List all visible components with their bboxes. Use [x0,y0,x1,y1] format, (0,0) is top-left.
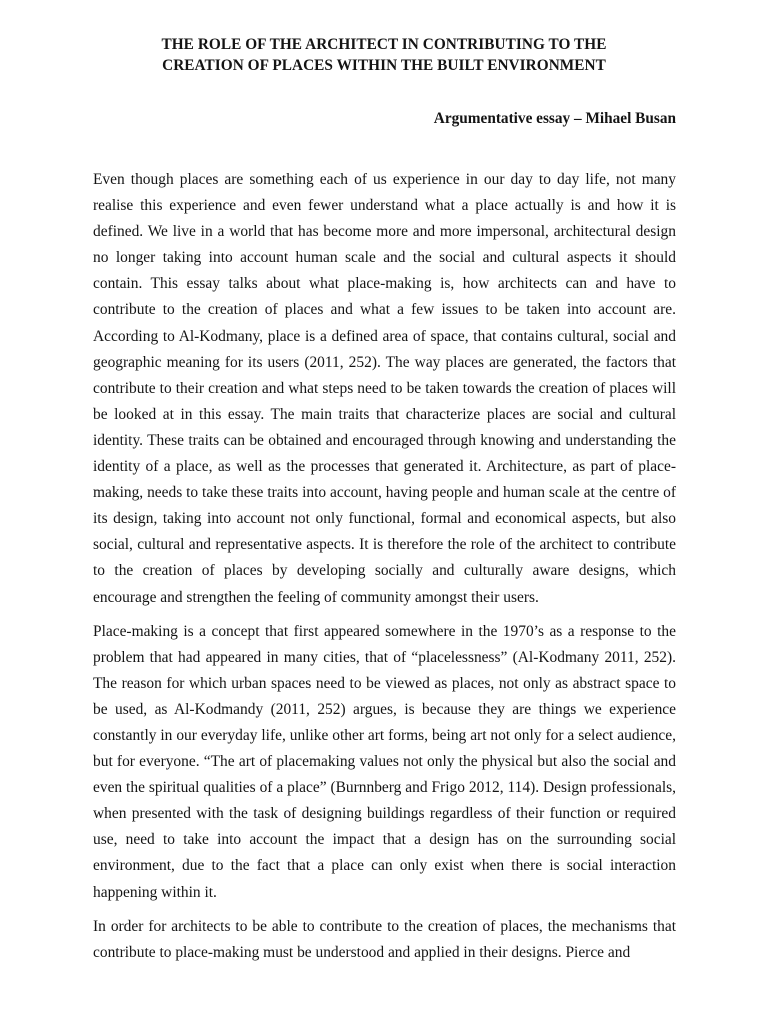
paragraph-2: Place-making is a concept that first appeared somewhere in the 1970’s as a response to the problem that had appeared in many cities, that of “placelessness” (Al-Kodmany 2011, 252). The reason for which urban spaces need to be viewed as places, not only as abstract space to be used, as Al-Kodmandy (2011, 252) argues, is because they are things we experience constantly in our everyday life, unlike other art forms, being art not only for a select audience, but for everyone. “The art of placemaking values not only the physical but also the social and even the spiritual qualities of a place” (Burnnberg and Frigo 2012, 114). Design professionals, when presented with the task of designing buildings regardless of their function or required use, need to take into account the impact that a design has on the surrounding social environment, due to the fact that a place can only exist when there is social interaction happening within it. [93,622,676,901]
essay-title [92,34,676,76]
essay-body [93,167,676,974]
essay-title-line-2: CREATION OF PLACES WITHIN THE BUILT ENVIRONMENT [162,57,606,74]
essay-subtitle: Argumentative essay – Mihael Busan [433,110,676,127]
essay-title-line-1: THE ROLE OF THE ARCHITECT IN CONTRIBUTING TO THE [161,36,607,53]
paragraph-3: In order for architects to be able to contribute to the creation of places, the mechanisms that contribute to place-making must be understood and applied in their designs. Pierce and [93,917,676,961]
paragraph-1: Even though places are something each of us experience in our day to day life, not many realise this experience and even fewer understand what a place actually is and how it is defined. We live in a world that has become more and more impersonal, architectural design no longer taking into account human scale and the social and cultural aspects it should contain. This essay talks about what place-making is, how architects can and have to contribute to the creation of places and what a few issues to be taken into account are. According to Al-Kodmany, place is a defined area of space, that contains cultural, social and geographic meaning for its users (2011, 252). The way places are generated, the factors that contribute to their creation and what steps need to be taken towards the creation of places will be looked at in this essay. The main traits that characterize places are social and cultural identity. These traits can be obtained and encouraged through knowing and understanding the identity of a place, as well as the processes that generated it. Architecture, as part of place-making, needs to take these traits into account, having people and human scale at the centre of its design, taking into account not only functional, formal and economical aspects, but also social, cultural and representative aspects. It is therefore the role of the architect to contribute to the creation of places by developing socially and culturally aware designs, which encourage and strengthen the feeling of community amongst their users. [93,171,676,606]
